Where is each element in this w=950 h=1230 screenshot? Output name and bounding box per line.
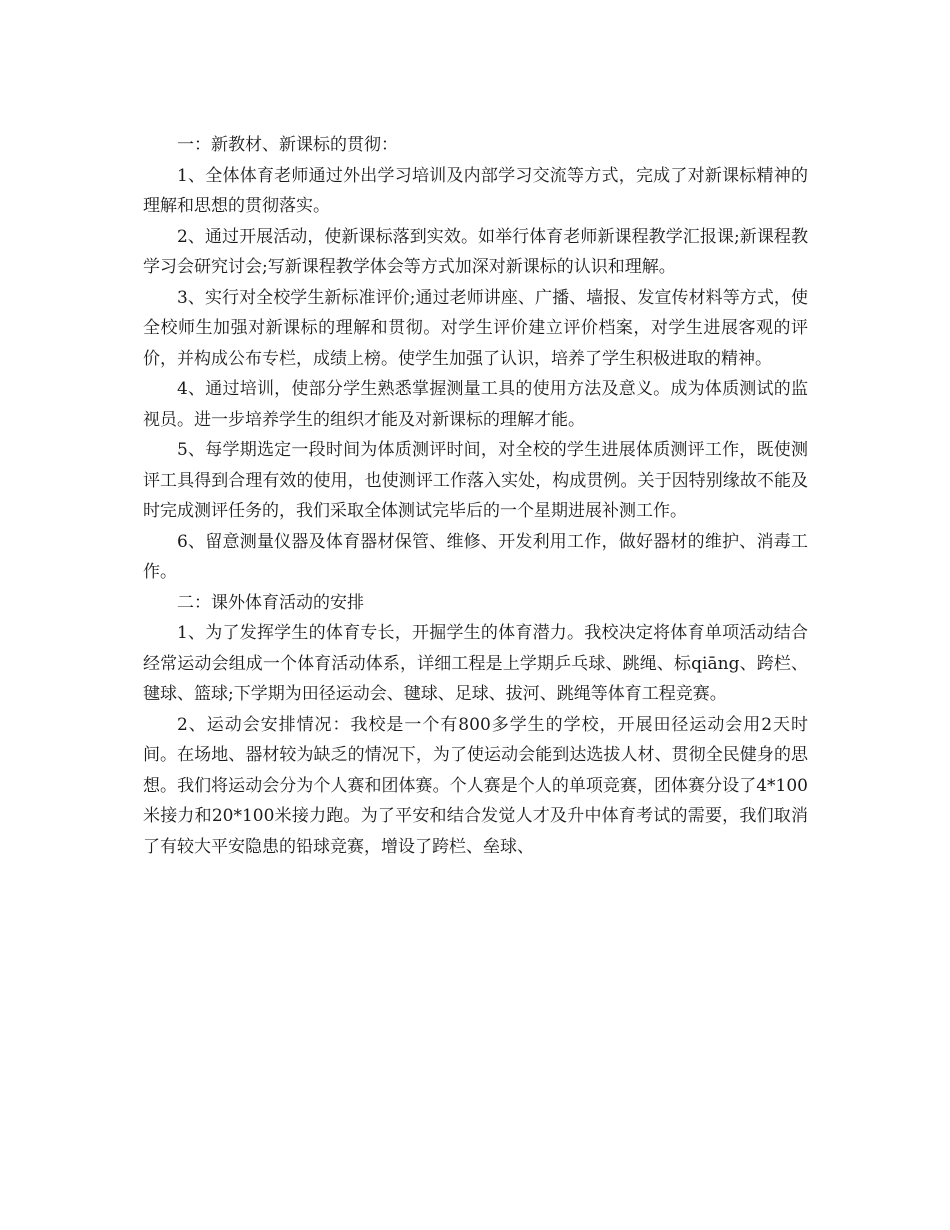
paragraph-1-3: 3、实行对全校学生新标准评价;通过老师讲座、广播、墙报、发宣传材料等方式，使全校师生加强对新课标的理解和贯彻。对学生评价建立评价档案，对学生进展客观的评价，并构成公布专栏，成绩上榜。使学生加强了认识，培养了学生积极进取的精神。	[143, 287, 808, 369]
paragraph-2-2: 2、运动会安排情况：我校是一个有800多学生的学校，开展田径运动会用2天时间。在场地、器材较为缺乏的情况下，为了使运动会能到达选拔人材、贯彻全民健身的思想。我们将运动会分为个人赛和团体赛。个人赛是个人的单项竞赛，团体赛分设了4*100米接力和20*100米接力跑。为了平安和结合发觉人才及升中体育考试的需要，我们取消了有较大平安隐患的铅球竞赛，增设了跨栏、垒球、	[143, 714, 808, 857]
paragraph-2-1: 1、为了发挥学生的体育专长，开掘学生的体育潜力。我校决定将体育单项活动结合经常运动会组成一个体育活动体系，详细工程是上学期乒乓球、跳绳、标qiāng、跨栏、毽球、篮球;下学期为田径运动会、毽球、足球、拔河、跳绳等体育工程竞赛。	[143, 623, 808, 704]
section-heading-1: 一：新教材、新课标的贯彻：	[177, 135, 398, 155]
paragraph-1-5: 5、每学期选定一段时间为体质测评时间，对全校的学生进展体质测评工作，既使测评工具得到合理有效的使用，也使测评工作落入实处，构成贯例。关于因特别缘故不能及时完成测评任务的，我们采取全体测试完毕后的一个星期进展补测工作。	[143, 440, 808, 521]
document-body	[143, 130, 808, 862]
paragraph-1-2: 2、通过开展活动，使新课标落到实效。如举行体育老师新课程教学汇报课;新课程教学习会研究讨会;写新课程教学体会等方式加深对新课标的认识和理解。	[143, 226, 808, 277]
paragraph-1-1: 1、全体体育老师通过外出学习培训及内部学习交流等方式，完成了对新课标精神的理解和思想的贯彻落实。	[143, 165, 808, 216]
paragraph-1-4: 4、通过培训，使部分学生熟悉掌握测量工具的使用方法及意义。成为体质测试的监视员。进一步培养学生的组织才能及对新课标的理解才能。	[143, 379, 808, 430]
paragraph-1-6: 6、留意测量仪器及体育器材保管、维修、开发利用工作，做好器材的维护、消毒工作。	[143, 531, 808, 582]
section-heading-2: 二：课外体育活动的安排	[177, 592, 364, 613]
